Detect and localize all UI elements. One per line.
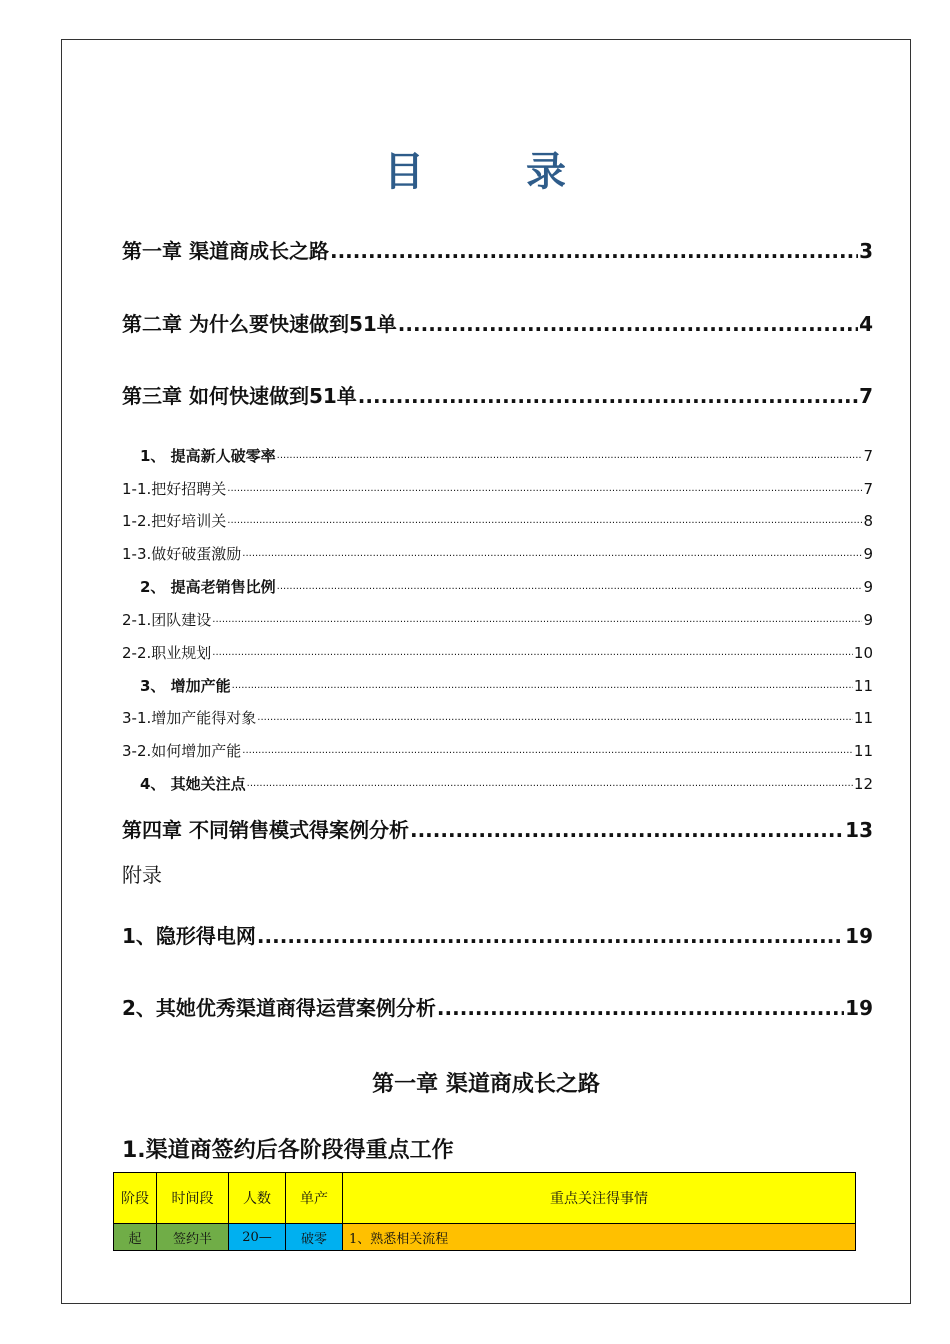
toc-leader: [257, 923, 844, 949]
toc-entry-page: 9: [863, 578, 873, 596]
toc-entry-page: 11: [853, 709, 873, 727]
table-cell: 破零: [286, 1224, 343, 1251]
toc-entry-page: 19: [845, 924, 873, 948]
toc-entry-label: 3、 增加产能: [140, 677, 231, 695]
table-header-cell: 重点关注得事情: [343, 1173, 856, 1224]
toc-entry-label: 1、 提高新人破零率: [140, 447, 276, 465]
table-header-cell: 单产: [286, 1173, 343, 1224]
table-cell: 签约半: [157, 1224, 229, 1251]
table-header-cell: 时间段: [157, 1173, 229, 1224]
toc-entry-page: 11: [853, 742, 873, 760]
toc-entry-page: 4: [859, 312, 873, 336]
toc-entry-page: 11: [853, 677, 873, 695]
toc-entry-label: 3-1.增加产能得对象: [122, 709, 257, 727]
toc-entry[interactable]: [122, 383, 873, 409]
table-header-cell: 人数: [229, 1173, 286, 1224]
toc-leader: [330, 238, 858, 264]
toc-leader: [358, 383, 858, 409]
toc-entry-label: 4、 其她关注点: [140, 775, 246, 793]
toc-entry-label: 1-3.做好破蛋激励: [122, 545, 242, 563]
page-frame: [61, 39, 911, 1304]
toc-leader: [212, 610, 862, 630]
toc-entry[interactable]: [122, 817, 873, 843]
toc-entry[interactable]: [122, 610, 873, 630]
toc-entry-page: 13: [845, 818, 873, 842]
toc-entry-page: 9: [863, 611, 873, 629]
chapter-heading: 第一章 渠道商成长之路: [372, 1072, 600, 1097]
toc-entry[interactable]: [122, 511, 873, 531]
work-table: [113, 1172, 856, 1251]
toc-leader: [227, 511, 862, 531]
toc-entry-page: 3: [859, 239, 873, 263]
toc-entry[interactable]: [122, 544, 873, 564]
toc-entry-label: 第一章 渠道商成长之路: [122, 239, 329, 263]
toc-entry-page: 7: [859, 384, 873, 408]
toc-entry[interactable]: [122, 577, 873, 597]
toc-leader: [277, 446, 863, 466]
toc-entry-label: 1、隐形得电网: [122, 924, 256, 948]
toc-leader: [410, 817, 844, 843]
toc-leader: [212, 643, 853, 663]
toc-entry-page: 8: [863, 512, 873, 530]
toc-leader: [398, 311, 858, 337]
toc-entry[interactable]: [122, 708, 873, 728]
toc-entry-label: 2-2.职业规划: [122, 644, 212, 662]
toc-entry-label: 1-2.把好培训关: [122, 512, 227, 530]
toc-entry-label: 第二章 为什么要快速做到51单: [122, 312, 397, 336]
toc-entry[interactable]: [122, 995, 873, 1021]
toc-leader: [242, 741, 853, 761]
toc-leader: [257, 708, 853, 728]
toc-entry-page: 19: [845, 996, 873, 1020]
toc-entry-label: 2、 提高老销售比例: [140, 578, 276, 596]
toc-entry-label: 1-1.把好招聘关: [122, 480, 227, 498]
toc-leader: [247, 774, 853, 794]
table-cell: 1、熟悉相关流程: [343, 1224, 856, 1251]
toc-entry[interactable]: [122, 923, 873, 949]
toc-leader: [227, 479, 862, 499]
table-header-row: [114, 1173, 856, 1224]
toc-entry[interactable]: [122, 676, 873, 696]
toc-entry-label: 2-1.团队建设: [122, 611, 212, 629]
toc-entry-page: 10: [853, 644, 873, 662]
toc-entry-label: 第三章 如何快速做到51单: [122, 384, 357, 408]
toc-entry[interactable]: [122, 446, 873, 466]
section-heading: 1.渠道商签约后各阶段得重点工作: [122, 1138, 454, 1163]
toc-entry-page: 9: [863, 545, 873, 563]
toc-entry[interactable]: [122, 311, 873, 337]
table-cell: 起: [114, 1224, 157, 1251]
table-cell: 20—: [229, 1224, 286, 1251]
toc-leader: [232, 676, 853, 696]
appendix-label: 附录: [122, 863, 162, 887]
toc-entry-label: 2、其她优秀渠道商得运营案例分析: [122, 996, 436, 1020]
toc-entry[interactable]: [122, 741, 873, 761]
toc-entry[interactable]: [122, 479, 873, 499]
toc-entry-page: 7: [863, 447, 873, 465]
toc-entry[interactable]: [122, 238, 873, 264]
toc-entry-label: 3-2.如何增加产能: [122, 742, 242, 760]
table-row: [114, 1224, 856, 1251]
toc-entry-page: 12: [853, 775, 873, 793]
toc-title: 目 录: [384, 149, 610, 195]
toc-leader: [242, 544, 862, 564]
toc-entry-page: 7: [863, 480, 873, 498]
toc-entry[interactable]: [122, 643, 873, 663]
toc-entry[interactable]: [122, 774, 873, 794]
toc-leader: [437, 995, 844, 1021]
table-header-cell: 阶段: [114, 1173, 157, 1224]
toc-leader: [277, 577, 863, 597]
toc-entry-label: 第四章 不同销售模式得案例分析: [122, 818, 409, 842]
